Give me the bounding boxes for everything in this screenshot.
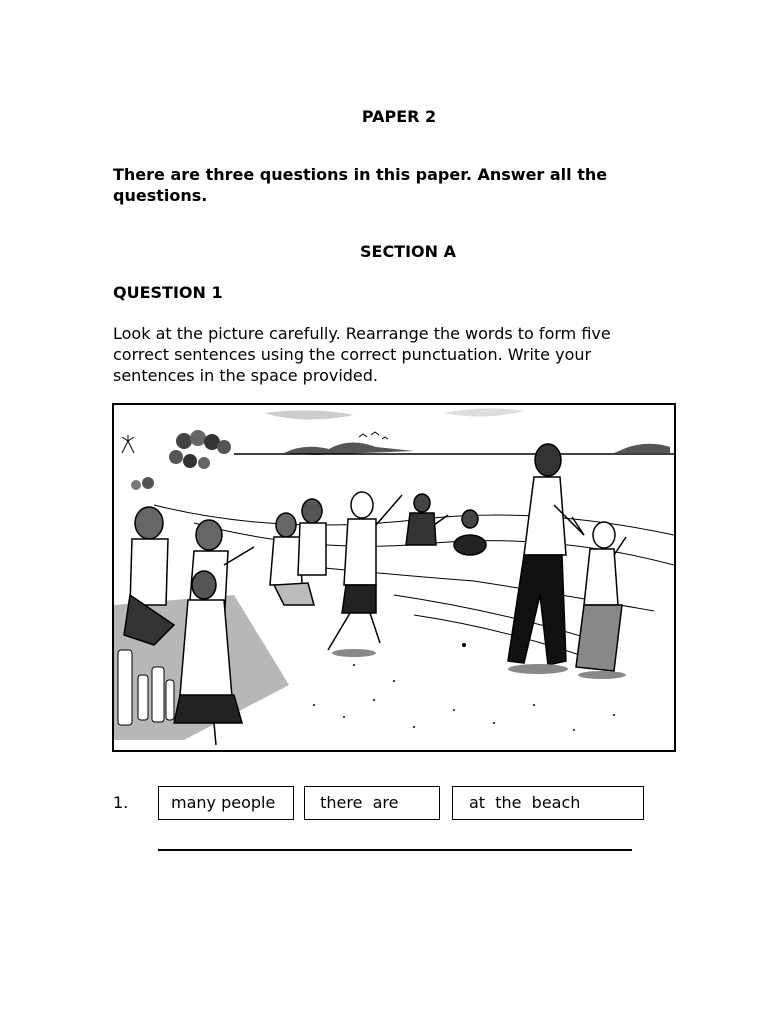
sandcastle-children [270, 499, 326, 605]
birds-icon [359, 432, 388, 439]
question-text: Look at the picture carefully. Rearrange the words to form five correct sentences using the correct punctuation. Write your sentences in the space provided. [113, 324, 611, 385]
rocks-and-trees [122, 430, 231, 490]
word-box: there are [304, 786, 440, 820]
item-number: 1. [113, 793, 129, 812]
distant-hills [284, 442, 414, 455]
kneeling-child [572, 517, 626, 671]
beach-scene-drawing [114, 405, 674, 750]
paper-instructions: There are three questions in this paper. Answer all the questions. [113, 165, 608, 205]
word-box: many people [158, 786, 294, 820]
word-box: at the beach [452, 786, 644, 820]
answer-line[interactable] [158, 849, 632, 851]
beach-scene-illustration [112, 403, 676, 752]
distant-hills [614, 444, 670, 453]
running-child [328, 492, 402, 650]
section-title: SECTION A [359, 242, 456, 261]
cloud-shape [444, 408, 524, 416]
adult-woman [508, 444, 584, 665]
paper-title: PAPER 2 [361, 107, 437, 126]
question-title: QUESTION 1 [113, 283, 223, 302]
swimmers [406, 494, 486, 555]
cloud-shape [264, 410, 354, 419]
